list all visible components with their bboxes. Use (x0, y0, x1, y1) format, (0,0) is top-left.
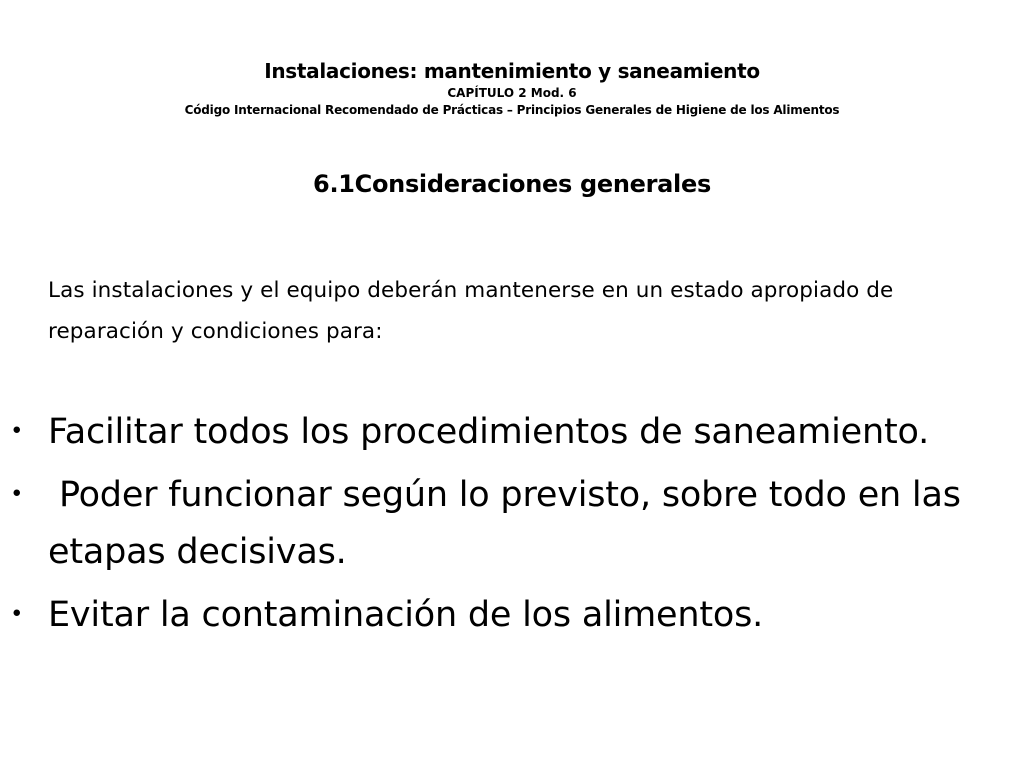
bullet-text: Evitar la contaminación de los alimentos. (48, 595, 764, 635)
slide-header (0, 58, 1024, 119)
bullet-text: Facilitar todos los procedimientos de saneamiento. (48, 412, 929, 452)
section-heading: 6.1Consideraciones generales (313, 170, 711, 198)
bullet-list (0, 404, 1024, 650)
bullet-text: Poder funcionar según lo previsto, sobre todo en las etapas decisivas. (48, 475, 972, 572)
intro-paragraph: Las instalaciones y el equipo deberán mantenerse en un estado apropiado de reparación y condiciones para: (48, 278, 894, 344)
bullet-item (0, 587, 1018, 644)
bullet-item (0, 404, 1018, 461)
bullet-dot-icon: ･ (8, 475, 26, 515)
chapter-label: CAPÍTULO 2 Mod. 6 (447, 86, 577, 100)
bullet-dot-icon: ･ (8, 412, 26, 452)
slide-title: Instalaciones: mantenimiento y saneamiento (264, 59, 760, 83)
codex-reference: Código Internacional Recomendado de Prácticas – Principios Generales de Higiene de los Alimentos (184, 103, 840, 117)
bullet-item (0, 467, 1018, 581)
bullet-dot-icon: ･ (8, 595, 26, 635)
